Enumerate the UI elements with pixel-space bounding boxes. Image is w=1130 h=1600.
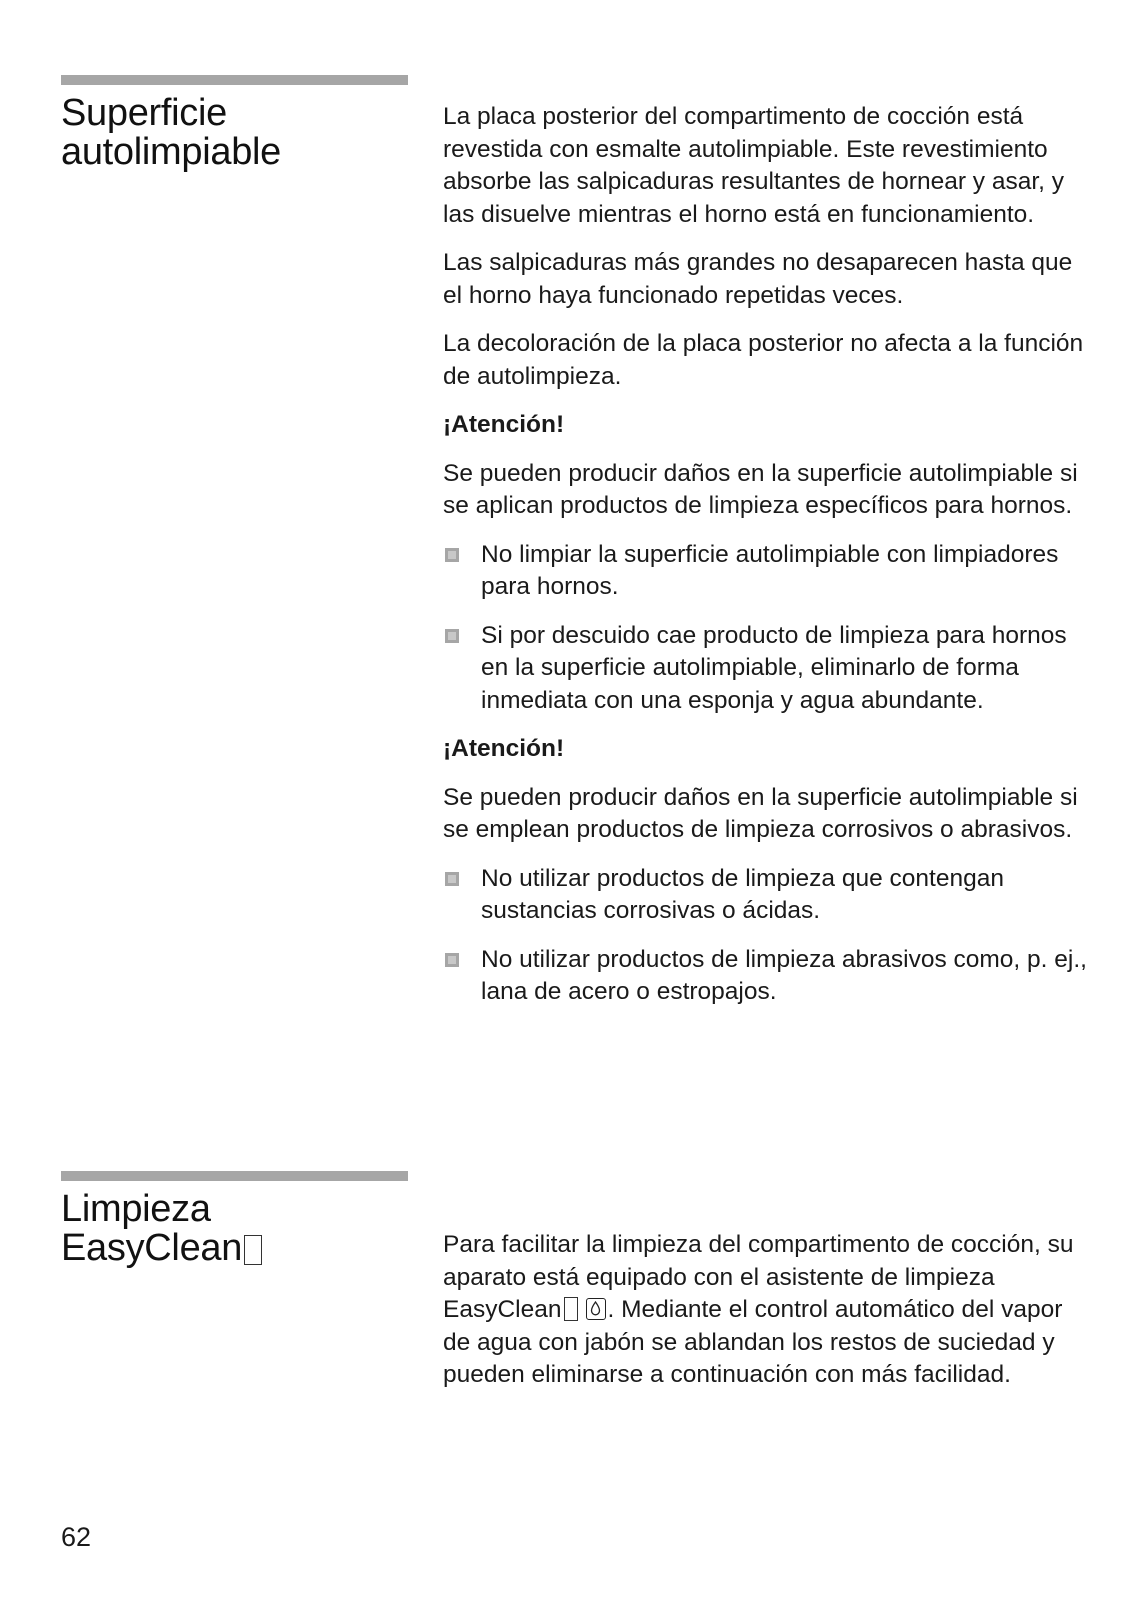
list-item bbox=[443, 539, 1093, 604]
paragraph: La placa posterior del compartimento de cocción está revestida con esmalte autolimpiable. Este revestimiento absorbe las salpicaduras resultantes de hornear y asar, y las disuelve mientras el horno está en funcionamiento. bbox=[443, 103, 1065, 228]
heading-line-2: EasyClean bbox=[61, 1227, 243, 1269]
list-item-text: No utilizar productos de limpieza abrasivos como, p. ej., lana de acero o estropajos. bbox=[481, 945, 1087, 1005]
heading-line-2: autolimpiable bbox=[61, 131, 282, 173]
bullet-list bbox=[443, 863, 1093, 1009]
section-easyclean-body bbox=[443, 1229, 1093, 1408]
paragraph: La decoloración de la placa posterior no afecta a la función de autolimpieza. bbox=[443, 330, 1084, 390]
heading-line-1: Limpieza bbox=[61, 1188, 211, 1230]
attention-label: ¡Atención! bbox=[443, 735, 565, 762]
attention-text: Se pueden producir daños en la superficie autolimpiable si se emplean productos de limpieza corrosivos o abrasivos. bbox=[443, 783, 1078, 843]
heading-superficie-autolimpiable bbox=[61, 94, 281, 172]
attention-text: Se pueden producir daños en la superficie autolimpiable si se aplican productos de limpieza específicos para hornos. bbox=[443, 459, 1078, 519]
water-drop-key-icon bbox=[586, 1298, 606, 1320]
paragraph-part: Para facilitar la limpieza del compartimento de cocción, su aparato está equipado con el asistente de limpieza EasyClean bbox=[443, 1231, 1074, 1323]
square-bullet-icon bbox=[445, 629, 459, 643]
list-item-text: Si por descuido cae producto de limpieza para hornos en la superficie autolimpiable, eliminarlo de forma inmediata con una esponja y agua abundante. bbox=[481, 621, 1067, 714]
section-rule-superficie bbox=[61, 75, 408, 85]
heading-line-1: Superficie bbox=[61, 92, 227, 134]
attention-label: ¡Atención! bbox=[443, 411, 565, 438]
page-number: 62 bbox=[61, 1522, 92, 1552]
trademark-glyph-icon bbox=[244, 1235, 262, 1265]
section-superficie-body bbox=[443, 101, 1093, 1025]
heading-limpieza-easyclean bbox=[61, 1190, 262, 1268]
paragraph bbox=[443, 1229, 1093, 1392]
bullet-list bbox=[443, 539, 1093, 718]
list-item bbox=[443, 863, 1093, 928]
square-bullet-icon bbox=[445, 872, 459, 886]
trademark-glyph-icon bbox=[564, 1297, 578, 1321]
square-bullet-icon bbox=[445, 548, 459, 562]
list-item-text: No limpiar la superficie autolimpiable con limpiadores para hornos. bbox=[481, 540, 1059, 600]
square-bullet-icon bbox=[445, 953, 459, 967]
list-item-text: No utilizar productos de limpieza que contengan sustancias corrosivas o ácidas. bbox=[481, 864, 1004, 924]
list-item bbox=[443, 944, 1093, 1009]
paragraph: Las salpicaduras más grandes no desaparecen hasta que el horno haya funcionado repetidas veces. bbox=[443, 249, 1073, 309]
section-rule-easyclean bbox=[61, 1171, 408, 1181]
list-item bbox=[443, 620, 1093, 718]
paragraph-part: . Mediante el control automático del vapor de agua con jabón se ablandan los restos de suciedad y pueden eliminarse a continuación con más facilidad. bbox=[443, 1296, 1063, 1388]
